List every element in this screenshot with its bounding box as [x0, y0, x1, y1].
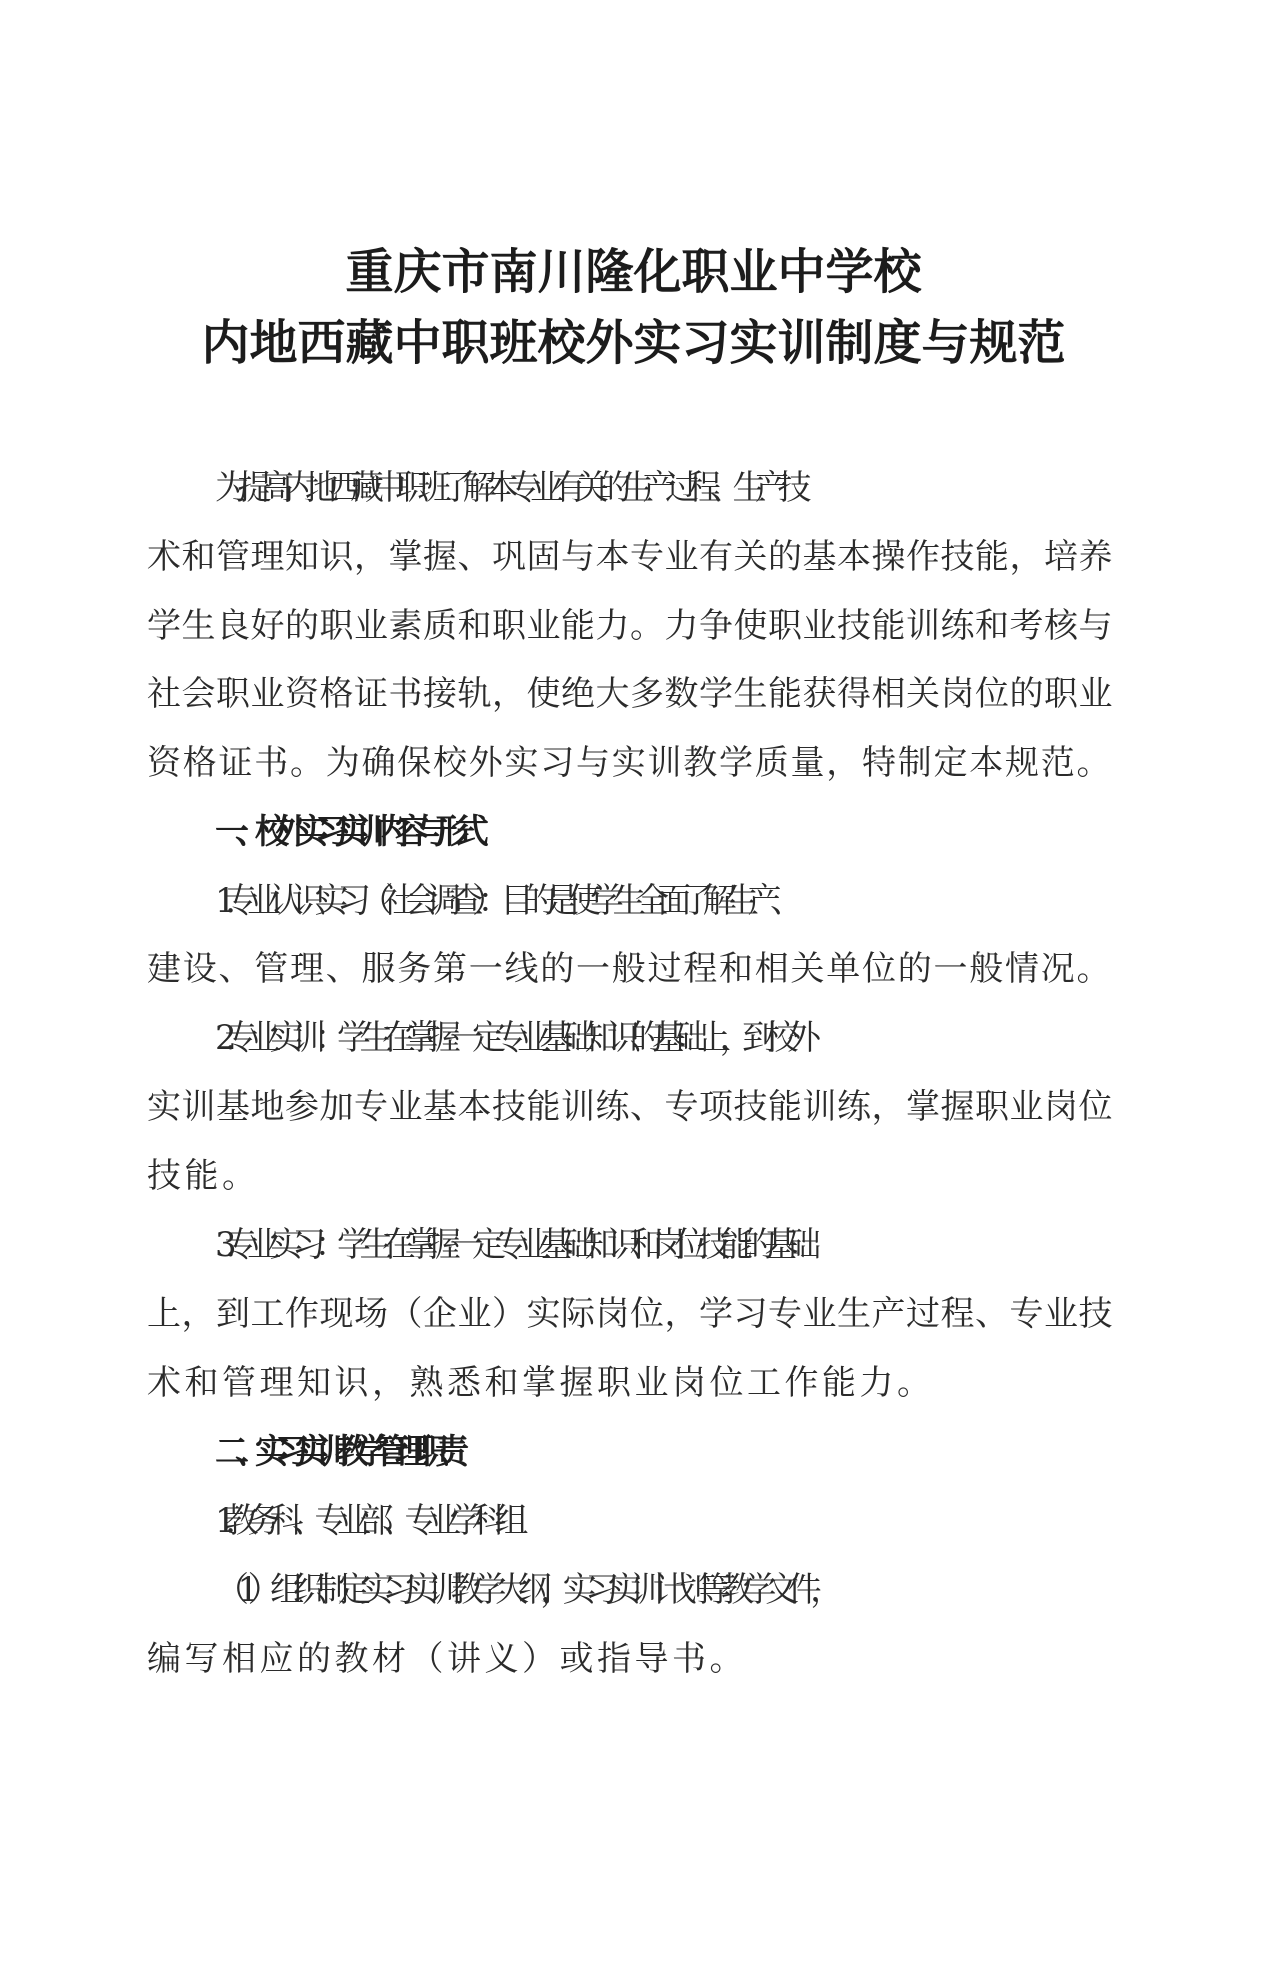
paragraph-intro-line: 资格证书。为确保校外实习与实训教学质量，特制定本规范。 — [147, 743, 1113, 783]
subitem-1-line: （1）组织制定实习实训教学大纲，实习实训计划等教学文件， — [215, 1570, 833, 1610]
item-3-line: 术和管理知识，熟悉和掌握职业岗位工作能力。 — [147, 1363, 935, 1403]
paragraph-intro-line: 为提高内地西藏中职班了解本专业有关的生产过程、生产技 — [215, 468, 800, 508]
item-1-line: 建设、管理、服务第一线的一般过程和相关单位的一般情况。 — [147, 949, 1113, 989]
item-2-line: 技能。 — [147, 1156, 260, 1196]
paragraph-intro-line: 学生良好的职业素质和职业能力。力争使职业技能训练和考核与 — [147, 606, 1113, 646]
document-title-line-2: 内地西藏中职班校外实习实训制度与规范 — [201, 315, 1066, 371]
item-2-line: 2.专业实训：学生在掌握一定专业基础知识的基础上，到校外 — [215, 1018, 810, 1058]
item-3-line: 上，到工作现场（企业）实际岗位，学习专业生产过程、专业技 — [147, 1294, 1113, 1334]
section-heading-2: 二、实习实训教学管理职责 — [215, 1432, 455, 1472]
paragraph-intro-line: 社会职业资格证书接轨，使绝大多数学生能获得相关岗位的职业 — [147, 674, 1113, 714]
subsection-heading: 1.教务科、专业部、专业学科组 — [215, 1501, 517, 1541]
document-title-line-1: 重庆市南川隆化职业中学校 — [345, 244, 922, 300]
subitem-1-line: 编写相应的教材（讲义）或指导书。 — [147, 1639, 747, 1679]
paragraph-intro-line: 术和管理知识，掌握、巩固与本专业有关的基本操作技能，培养 — [147, 537, 1113, 577]
item-1-line: 1.专业认识实习（社会调查）：目的是使学生全面了解生产、 — [215, 881, 793, 921]
item-3-line: 3.专业实习：学生在掌握一定专业基础知识和岗位技能的基础 — [215, 1225, 810, 1265]
item-2-line: 实训基地参加专业基本技能训练、专项技能训练，掌握职业岗位 — [147, 1087, 1113, 1127]
section-heading-1: 一、校外实习实训内容与形式 — [215, 812, 475, 852]
